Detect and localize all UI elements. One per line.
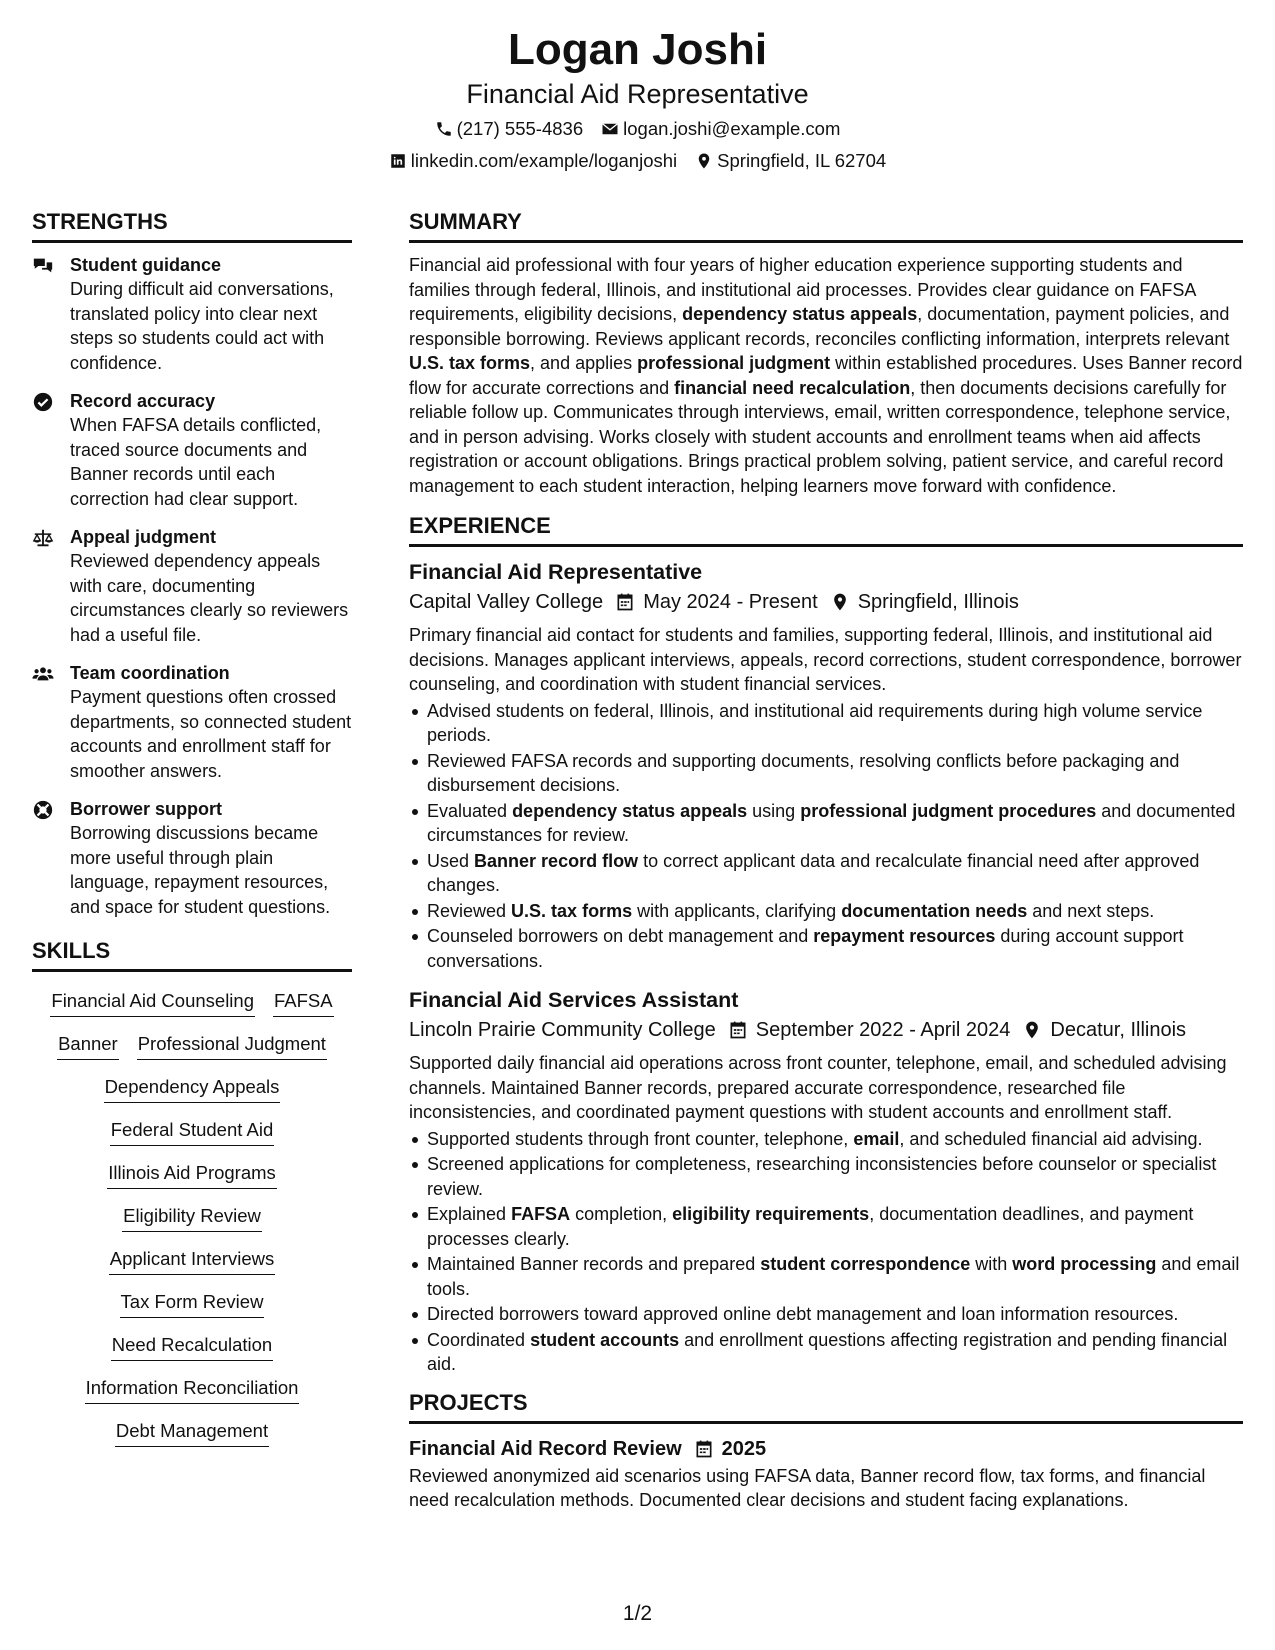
bullet-segment: , documentation deadlines, and payment processes clearly. (427, 1204, 1194, 1249)
project-header (409, 1434, 1243, 1464)
bullet-segment: Explained (427, 1204, 512, 1224)
linkedin-contact[interactable] (389, 148, 677, 174)
bullet-emphasis: eligibility requirements (672, 1204, 870, 1224)
projects-heading: PROJECTS (409, 1389, 1243, 1424)
experience-list (409, 557, 1243, 1377)
job-meta (409, 587, 1243, 617)
skill-tag: FAFSA (273, 988, 334, 1017)
summary-segment: , and applies (530, 353, 638, 373)
skills-heading: SKILLS (32, 937, 352, 972)
job-title: Financial Aid Representative (409, 560, 703, 584)
skill-tag: Financial Aid Counseling (50, 988, 255, 1017)
job-dates: September 2022 - April 2024 (755, 1019, 1011, 1041)
job-bullet (409, 1328, 1243, 1377)
bullet-emphasis: student correspondence (760, 1254, 971, 1274)
phone-icon (435, 120, 453, 138)
bullet-emphasis: FAFSA (511, 1204, 571, 1224)
bullet-segment: Reviewed (427, 900, 512, 921)
strength-item (32, 389, 352, 511)
bullet-emphasis: word processing (1012, 1254, 1157, 1274)
summary-segment: within established procedures. Uses Banner record flow for accurate corrections and (409, 353, 1243, 398)
strength-title: Record accuracy (70, 391, 216, 411)
location-contact (695, 148, 886, 174)
calendar-icon (728, 1020, 748, 1040)
job-bullet (409, 1202, 1243, 1251)
calendar-icon (694, 1439, 714, 1459)
strength-title: Appeal judgment (70, 527, 217, 547)
skill-tag: Need Recalculation (111, 1332, 273, 1361)
job-bullet (409, 924, 1243, 973)
summary-emphasis: professional judgment (637, 353, 831, 373)
contact-row-2 (0, 148, 1275, 174)
page-number: 1/2 (622, 1602, 653, 1625)
project-desc: Reviewed anonymized aid scenarios using FAFSA data, Banner record flow, tax forms, and financial need recalculation methods. Documented clear decisions and student facing explanations. (409, 1465, 1206, 1510)
strength-desc: Payment questions often crossed departments, so connected student accounts and enrollment staff for smoother answers. (70, 687, 352, 781)
job-bullets (409, 699, 1243, 974)
job-location: Springfield, Illinois (857, 591, 1019, 613)
location-text: Springfield, IL 62704 (717, 150, 887, 171)
bullet-segment: Supported students through front counter, telephone, (427, 1128, 854, 1149)
lifebuoy-icon (32, 799, 54, 821)
job-org: Capital Valley College (409, 591, 604, 613)
skill-tag: Debt Management (115, 1418, 269, 1447)
bullet-segment: and documented circumstances for review. (427, 800, 1236, 845)
bullet-segment: and enrollment questions affecting registration and pending financial aid. (427, 1329, 1228, 1374)
strength-item (32, 661, 352, 783)
email-contact[interactable] (601, 116, 840, 142)
bullet-emphasis: U.S. tax forms (511, 900, 633, 921)
job-org: Lincoln Prairie Community College (409, 1019, 716, 1041)
job-location: Decatur, Illinois (1050, 1019, 1187, 1041)
summary-emphasis: dependency status appeals (682, 304, 918, 324)
job-bullets (409, 1127, 1243, 1377)
bullet-segment: using (747, 800, 801, 821)
bullet-segment: Maintained Banner records and prepared (427, 1254, 761, 1274)
email-text[interactable]: logan.joshi@example.com (623, 118, 841, 139)
job-entry (409, 985, 1243, 1377)
bullet-segment: with (970, 1254, 1013, 1274)
bullet-segment: Screened applications for completeness, researching inconsistencies before counselor or specialist review. (427, 1154, 1217, 1199)
strength-title: Borrower support (70, 799, 223, 819)
summary-segment: , documentation, payment policies, and responsible borrowing. Reviews applicant records, reconciles conflicting information, interprets relevant (409, 304, 1230, 349)
job-summary: Primary financial aid contact for students and families, supporting federal, Illinois, and institutional aid decisions. Manages applicant interviews, appeals, record corrections, student correspondence, borrower counseling, and coordination with student financial services. (409, 625, 1242, 694)
bullet-segment: completion, (570, 1204, 673, 1224)
summary-segment: Financial aid professional with four years of higher education experience supporting students and families through federal, Illinois, and institutional aid processes. Provides clear guidance on FAFSA requirements, eligibility decisions, (409, 255, 1196, 324)
experience-heading: EXPERIENCE (409, 512, 1243, 547)
job-dates: May 2024 - Present (643, 591, 818, 613)
strength-desc: Reviewed dependency appeals with care, documenting circumstances clearly so reviewers had a useful file. (70, 551, 349, 645)
job-bullet (409, 749, 1243, 798)
job-bullet (409, 1127, 1243, 1152)
bullet-segment: with applicants, clarifying (632, 900, 842, 921)
job-bullet (409, 699, 1243, 748)
skill-tag: Illinois Aid Programs (107, 1160, 277, 1189)
bullet-emphasis: student accounts (530, 1329, 680, 1350)
job-bullet (409, 1302, 1243, 1327)
left-column (32, 208, 352, 1447)
project-item (409, 1434, 1243, 1513)
calendar-icon (615, 592, 635, 612)
bullet-emphasis: professional judgment procedures (800, 800, 1097, 821)
job-title: Financial Aid Services Assistant (409, 988, 739, 1012)
phone-text: (217) 555-4836 (456, 118, 584, 139)
bullet-emphasis: repayment resources (813, 926, 996, 946)
skill-tag: Information Reconciliation (85, 1375, 300, 1404)
bullet-segment: , and scheduled financial aid advising. (899, 1128, 1203, 1149)
comments-icon (32, 255, 54, 277)
bullet-segment: Coordinated (427, 1329, 531, 1350)
bullet-segment: to correct applicant data and recalculate financial need after approved changes. (427, 850, 1200, 895)
candidate-name: Logan Joshi (507, 25, 768, 74)
strength-item (32, 253, 352, 375)
bullet-segment: and next steps. (1027, 900, 1155, 921)
job-bullet (409, 1152, 1243, 1201)
summary-emphasis: financial need recalculation (674, 377, 911, 398)
map-pin-icon (1022, 1020, 1042, 1040)
job-summary: Supported daily financial aid operations across front counter, telephone, email, and scheduled advising channels. Maintained Banner records, prepared accurate correspondence, researched file inconsistencies, and coordinated payment questions with student accounts and enrollment staff. (409, 1053, 1227, 1122)
strengths-heading: STRENGTHS (32, 208, 352, 243)
users-icon (32, 663, 54, 685)
job-bullet (409, 849, 1243, 898)
bullet-segment: Used (427, 850, 475, 871)
skill-tag: Professional Judgment (137, 1031, 327, 1060)
skill-tag: Eligibility Review (122, 1203, 262, 1232)
bullet-segment: Reviewed FAFSA records and supporting documents, resolving conflicts before packaging and disbursement decisions. (427, 750, 1180, 795)
bullet-segment: Counseled borrowers on debt management and (427, 926, 814, 946)
bullet-segment: Advised students on federal, Illinois, and institutional aid requirements during high volume service periods. (427, 700, 1203, 745)
bullet-segment: Evaluated (427, 800, 513, 821)
bullet-segment: Directed borrowers toward approved online debt management and loan information resources. (427, 1304, 1179, 1324)
phone-contact (435, 116, 584, 142)
linkedin-text[interactable]: linkedin.com/example/loganjoshi (410, 150, 678, 171)
project-title: Financial Aid Record Review (409, 1437, 682, 1460)
job-meta (409, 1015, 1243, 1045)
bullet-emphasis: email (853, 1128, 900, 1149)
strength-desc: During difficult aid conversations, translated policy into clear next steps so students could act with confidence. (70, 279, 334, 373)
skill-tag: Tax Form Review (120, 1289, 265, 1318)
bullet-emphasis: documentation needs (841, 900, 1028, 921)
skill-tag: Dependency Appeals (104, 1074, 281, 1103)
check-circle-icon (32, 391, 54, 413)
right-column (409, 208, 1243, 1513)
summary-text (409, 253, 1243, 498)
linkedin-icon (389, 152, 407, 170)
candidate-title: Financial Aid Representative (466, 79, 809, 109)
strength-desc: Borrowing discussions became more useful through plain language, repayment resources, and space for student questions. (70, 823, 331, 917)
strength-title: Student guidance (70, 255, 222, 275)
job-bullet (409, 899, 1243, 924)
envelope-icon (601, 120, 619, 138)
scale-icon (32, 527, 54, 549)
bullet-segment: and email tools. (427, 1254, 1240, 1299)
contact-row-1 (0, 116, 1275, 142)
strength-title: Team coordination (70, 663, 230, 683)
summary-segment: , then documents decisions carefully for reliable follow up. Communicates through interviews, email, written correspondence, telephone service, and in person advising. Works closely with student accounts and enrollment teams when aid affects registration or account obligations. Brings practical problem solving, patient service, and careful record management to each student interaction, helping learners move forward with confidence. (409, 377, 1231, 496)
job-bullet (409, 1252, 1243, 1301)
strength-item (32, 525, 352, 647)
summary-heading: SUMMARY (409, 208, 1243, 243)
project-year: 2025 (721, 1437, 767, 1460)
map-pin-icon (830, 592, 850, 612)
resume-header (0, 22, 1275, 174)
bullet-emphasis: Banner record flow (474, 850, 639, 871)
map-pin-icon (695, 152, 713, 170)
bullet-emphasis: dependency status appeals (512, 800, 748, 821)
bullet-segment: during account support conversations. (427, 926, 1184, 971)
job-bullet (409, 799, 1243, 848)
summary-emphasis: U.S. tax forms (409, 353, 531, 373)
skill-tag: Banner (57, 1031, 119, 1060)
skill-tag: Federal Student Aid (110, 1117, 275, 1146)
skills-list (32, 982, 352, 1447)
strength-item (32, 797, 352, 919)
skill-tag: Applicant Interviews (109, 1246, 276, 1275)
job-entry (409, 557, 1243, 973)
strength-desc: When FAFSA details conflicted, traced source documents and Banner records until each correction had clear support. (70, 415, 322, 509)
